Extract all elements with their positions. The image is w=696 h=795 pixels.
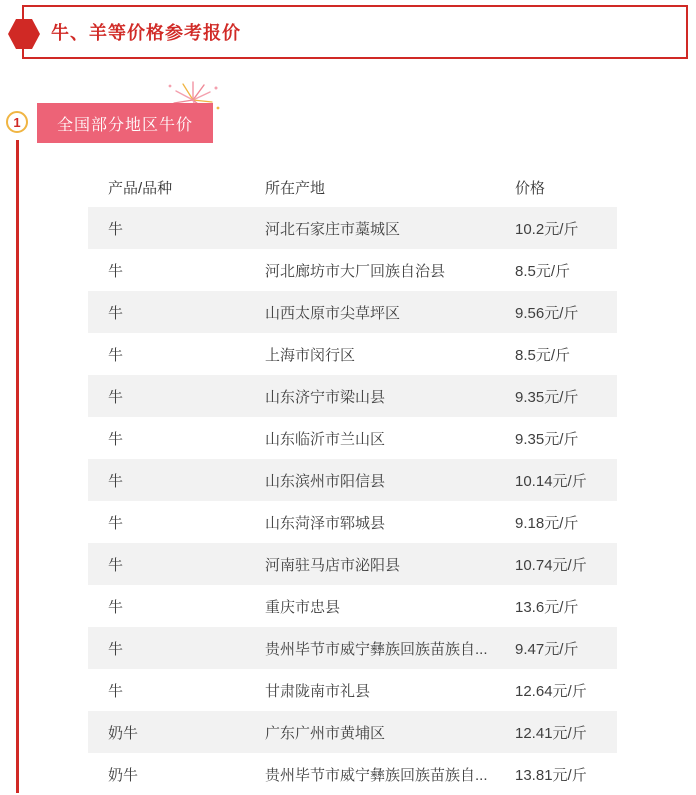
- price-cell: 8.5元/斤: [515, 262, 571, 280]
- product-cell: 牛: [108, 262, 124, 280]
- product-cell: 牛: [108, 556, 124, 574]
- price-cell: 8.5元/斤: [515, 346, 571, 364]
- origin-cell: 贵州毕节市威宁彝族回族苗族自...: [265, 640, 488, 658]
- product-cell: 牛: [108, 430, 124, 448]
- price-cell: 9.35元/斤: [515, 388, 579, 406]
- table-row: [88, 543, 617, 585]
- price-cell: 9.56元/斤: [515, 304, 579, 322]
- table-row: [88, 375, 617, 417]
- table-row: [88, 417, 617, 459]
- table-row: [88, 627, 617, 669]
- section-title-badge: [37, 103, 213, 143]
- product-cell: 奶牛: [108, 766, 139, 784]
- section-vertical-rule: [16, 140, 19, 793]
- table-row: [88, 669, 617, 711]
- product-cell: 牛: [108, 640, 124, 658]
- table-row: [88, 333, 617, 375]
- product-cell: 牛: [108, 682, 124, 700]
- origin-cell: 贵州毕节市威宁彝族回族苗族自...: [265, 766, 488, 784]
- banner: [22, 5, 688, 59]
- origin-cell: 山东滨州市阳信县: [265, 472, 386, 490]
- table-row: [88, 249, 617, 291]
- price-cell: 9.18元/斤: [515, 514, 579, 532]
- price-cell: 9.35元/斤: [515, 430, 579, 448]
- origin-cell: 重庆市忠县: [265, 598, 341, 616]
- origin-cell: 山东济宁市梁山县: [265, 388, 386, 406]
- section-number-badge: [6, 111, 28, 133]
- product-cell: 牛: [108, 220, 124, 238]
- product-cell: 牛: [108, 346, 124, 364]
- price-cell: 13.6元/斤: [515, 598, 579, 616]
- product-cell: 牛: [108, 304, 124, 322]
- price-cell: 13.81元/斤: [515, 766, 587, 784]
- origin-cell: 山东临沂市兰山区: [265, 430, 386, 448]
- column-header-product: 产品/品种: [108, 179, 173, 197]
- table-row: [88, 501, 617, 543]
- origin-cell: 山东菏泽市郓城县: [265, 514, 386, 532]
- table-row: [88, 207, 617, 249]
- product-cell: 牛: [108, 514, 124, 532]
- table-row: [88, 711, 617, 753]
- price-cell: 10.14元/斤: [515, 472, 587, 490]
- table-header-row: [88, 167, 617, 207]
- product-cell: 牛: [108, 598, 124, 616]
- origin-cell: 山西太原市尖草坪区: [265, 304, 401, 322]
- origin-cell: 广东广州市黄埔区: [265, 724, 386, 742]
- section-number: 1: [13, 114, 21, 130]
- price-cell: 10.2元/斤: [515, 220, 579, 238]
- column-header-price: 价格: [515, 179, 546, 197]
- origin-cell: 甘肃陇南市礼县: [265, 682, 371, 700]
- origin-cell: 上海市闵行区: [265, 346, 356, 364]
- origin-cell: 河北石家庄市藁城区: [265, 220, 401, 238]
- price-cell: 12.64元/斤: [515, 682, 587, 700]
- table-row: [88, 459, 617, 501]
- origin-cell: 河北廊坊市大厂回族自治县: [265, 262, 446, 280]
- page-title: 牛、羊等价格参考报价: [51, 23, 241, 43]
- product-cell: 奶牛: [108, 724, 139, 742]
- section-title: 全国部分地区牛价: [57, 116, 194, 134]
- table-body: [88, 207, 617, 795]
- product-cell: 牛: [108, 472, 124, 490]
- column-header-origin: 所在产地: [265, 179, 326, 197]
- origin-cell: 河南驻马店市泌阳县: [265, 556, 401, 574]
- price-table: [88, 167, 617, 795]
- price-cell: 10.74元/斤: [515, 556, 587, 574]
- price-cell: 12.41元/斤: [515, 724, 587, 742]
- table-row: [88, 753, 617, 795]
- price-cell: 9.47元/斤: [515, 640, 579, 658]
- table-row: [88, 291, 617, 333]
- table-row: [88, 585, 617, 627]
- product-cell: 牛: [108, 388, 124, 406]
